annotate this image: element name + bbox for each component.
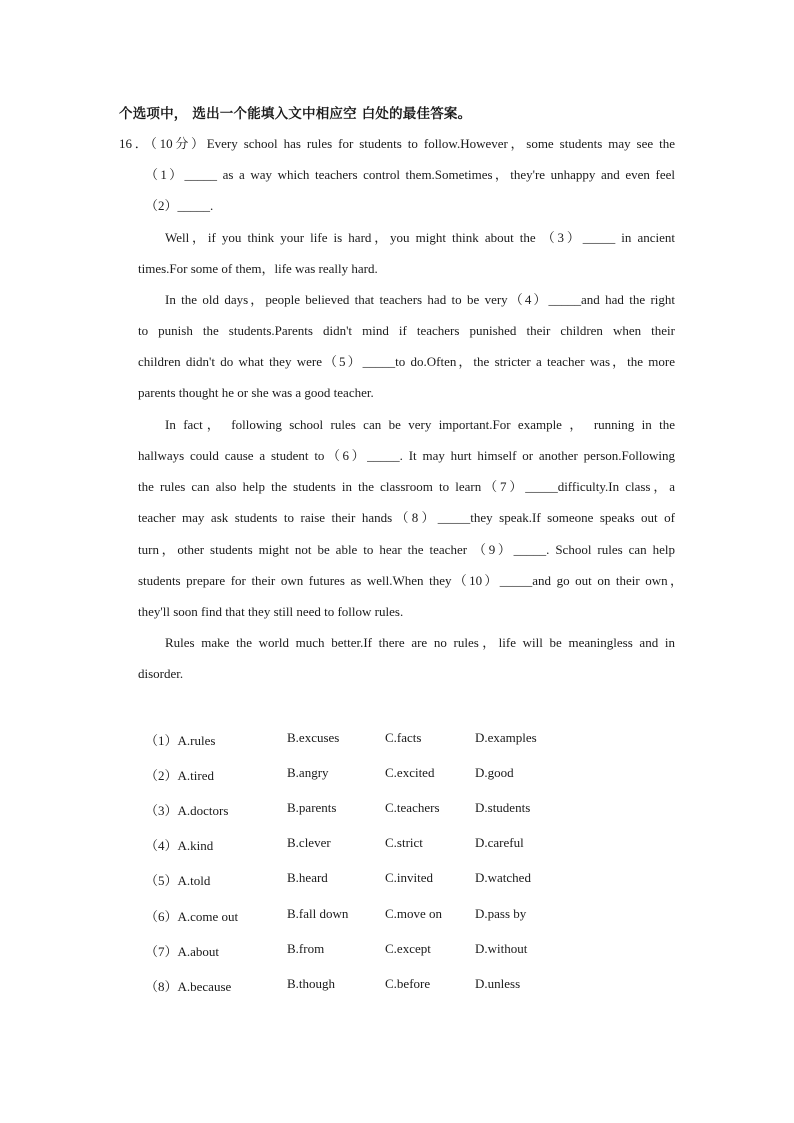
- option-c: C.invited: [385, 870, 434, 885]
- option-c: C.move on: [385, 906, 443, 921]
- passage-line: turn，other students might not be able to hear the teacher （9）_____. School rules can help: [138, 542, 675, 557]
- option-c: C.strict: [385, 835, 423, 850]
- option-d: D.unless: [475, 976, 521, 991]
- option-a: （7）A.about: [145, 944, 220, 959]
- passage-line: the rules can also help the students in the classroom to learn（7）_____difficulty.In class，a: [138, 479, 675, 494]
- option-row: [145, 800, 565, 820]
- passage-line: disorder.: [138, 666, 184, 681]
- section-instruction: 个选项中， 选出一个能填入文中相应空 白处的最佳答案。: [119, 106, 472, 122]
- option-a: （3）A.doctors: [145, 803, 229, 818]
- option-d: D.watched: [475, 870, 531, 885]
- option-a: （6）A.come out: [145, 909, 239, 924]
- option-c: C.teachers: [385, 800, 440, 815]
- passage-line: students prepare for their own futures as well.When they（10）_____and go out on their own，: [138, 573, 683, 588]
- passage-line: parents thought he or she was a good teacher.: [138, 385, 374, 400]
- option-b: B.angry: [287, 765, 329, 780]
- option-row: [145, 765, 565, 785]
- option-d: D.without: [475, 941, 528, 956]
- option-c: C.facts: [385, 730, 422, 745]
- passage-line: teacher may ask students to raise their hands（8）_____they speak.If someone speaks out of: [138, 510, 675, 525]
- option-row: [145, 870, 565, 890]
- option-d: D.pass by: [475, 906, 527, 921]
- option-row: [145, 941, 565, 961]
- question-line: 16．（10分）Every school has rules for students to follow.However，some students may see the: [119, 136, 675, 151]
- option-row: [145, 835, 565, 855]
- option-a: （1）A.rules: [145, 733, 216, 748]
- option-c: C.excited: [385, 765, 435, 780]
- option-b: B.clever: [287, 835, 331, 850]
- option-b: B.heard: [287, 870, 328, 885]
- option-b: B.parents: [287, 800, 337, 815]
- passage-line: children didn't do what they were（5）_____to do.Often，the stricter a teacher was，the more: [138, 354, 675, 369]
- passage-line: Well，if you think your life is hard，you might think about the （3）_____ in ancient: [165, 230, 675, 245]
- option-a: （8）A.because: [145, 979, 232, 994]
- option-row: [145, 906, 565, 926]
- option-b: B.from: [287, 941, 325, 956]
- option-b: B.excuses: [287, 730, 340, 745]
- option-a: （5）A.told: [145, 873, 211, 888]
- option-b: B.fall down: [287, 906, 349, 921]
- option-c: C.except: [385, 941, 431, 956]
- option-row: [145, 976, 565, 996]
- option-d: D.examples: [475, 730, 537, 745]
- option-c: C.before: [385, 976, 431, 991]
- option-d: D.careful: [475, 835, 524, 850]
- option-a: （4）A.kind: [145, 838, 214, 853]
- passage-line: hallways could cause a student to（6）_____. It may hurt himself or another person.Following: [138, 448, 675, 463]
- passage-line: they'll soon find that they still need to follow rules.: [138, 604, 404, 619]
- passage-line: In fact， following school rules can be very important.For example ， running in the: [165, 417, 675, 432]
- passage-line: to punish the students.Parents didn't mind if teachers punished their children when their: [138, 323, 675, 338]
- option-row: [145, 730, 565, 750]
- option-b: B.though: [287, 976, 336, 991]
- passage-line: Rules make the world much better.If there are no rules，life will be meaningless and in: [165, 635, 675, 650]
- question-line: （2）_____.: [145, 198, 214, 213]
- passage-line: In the old days，people believed that teachers had to be very（4）_____and had the right: [165, 292, 675, 307]
- question-line: （1）_____ as a way which teachers control them.Sometimes，they're unhappy and even feel: [145, 167, 675, 182]
- option-d: D.students: [475, 800, 531, 815]
- passage-line: times.For some of them，life was really hard.: [138, 261, 378, 276]
- option-a: （2）A.tired: [145, 768, 214, 783]
- option-d: D.good: [475, 765, 514, 780]
